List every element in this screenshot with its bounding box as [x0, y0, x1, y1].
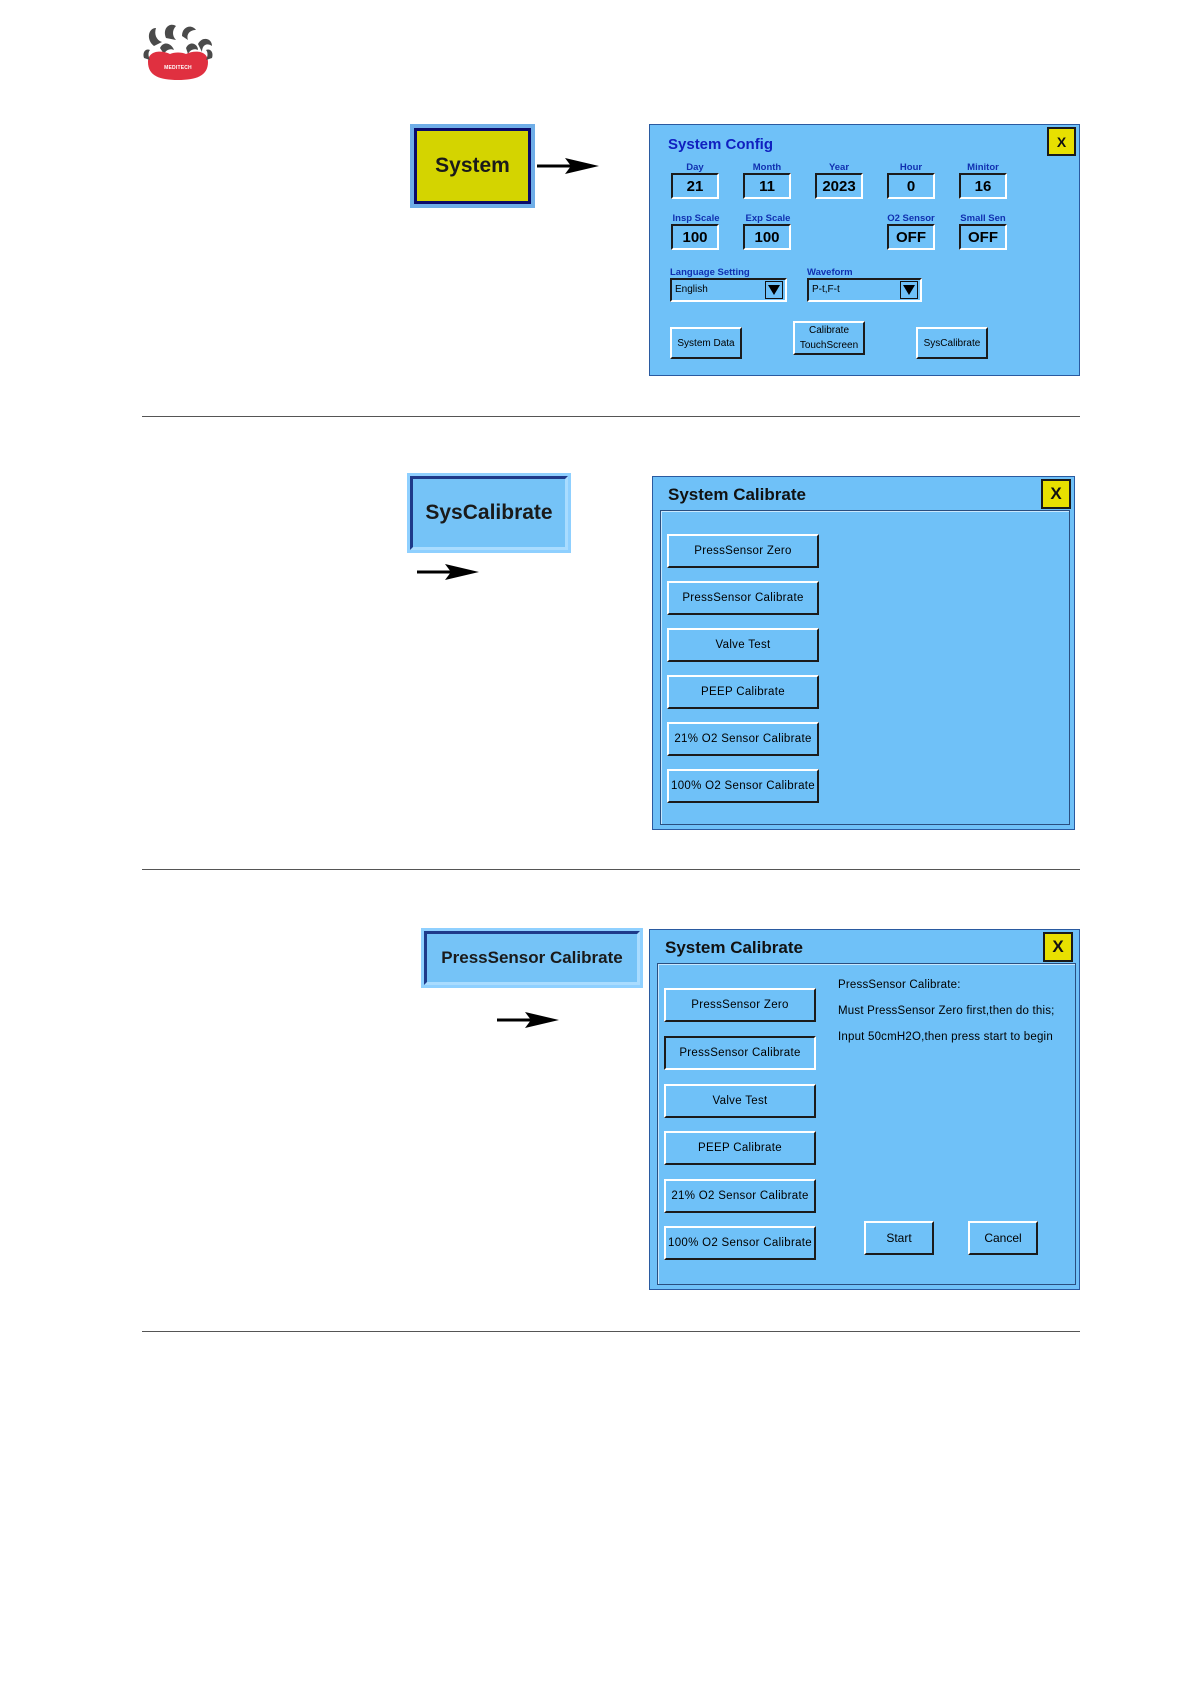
divider: [142, 1331, 1080, 1332]
small-sen-label: Small Sen: [960, 213, 1006, 224]
cancel-button[interactable]: Cancel: [968, 1221, 1038, 1255]
press-sensor-calibrate-button[interactable]: PressSensor Calibrate: [667, 581, 819, 615]
syscalibrate-button[interactable]: SysCalibrate: [916, 327, 988, 359]
small-sen-toggle[interactable]: OFF: [959, 224, 1007, 250]
syscalibrate-trigger-button[interactable]: SysCalibrate: [410, 476, 568, 550]
waveform-dropdown[interactable]: [807, 278, 922, 302]
insp-scale-label: Insp Scale: [672, 213, 720, 224]
o2-100-calibrate-button[interactable]: 100% O2 Sensor Calibrate: [667, 769, 819, 803]
instruction-line-1: PressSensor Calibrate:: [838, 979, 961, 991]
right-arrow-icon: [497, 1010, 559, 1030]
waveform-label: Waveform: [807, 267, 853, 278]
panel-title: System Calibrate: [668, 485, 806, 504]
valve-test-button[interactable]: Valve Test: [667, 628, 819, 662]
logo-brand-text: MEDITECH: [164, 65, 192, 71]
exp-scale-label: Exp Scale: [745, 213, 791, 224]
system-config-panel: [649, 124, 1080, 376]
minute-label: Minitor: [967, 162, 999, 173]
paw-logo-icon: [140, 22, 216, 84]
system-calibrate-detail-panel: [649, 929, 1080, 1290]
peep-calibrate-button[interactable]: PEEP Calibrate: [667, 675, 819, 709]
start-button[interactable]: Start: [864, 1221, 934, 1255]
minute-field[interactable]: 16: [959, 173, 1007, 199]
calibrate-touchscreen-button[interactable]: [793, 321, 865, 355]
o2-sensor-label: O2 Sensor: [887, 213, 935, 224]
right-arrow-icon: [417, 562, 479, 582]
system-button[interactable]: [410, 124, 535, 208]
divider: [142, 869, 1080, 870]
day-label: Day: [686, 162, 704, 173]
divider: [142, 416, 1080, 417]
press-sensor-zero-button[interactable]: PressSensor Zero: [667, 534, 819, 568]
year-field[interactable]: 2023: [815, 173, 863, 199]
chevron-down-icon[interactable]: [765, 281, 783, 299]
right-arrow-icon: [537, 156, 599, 176]
month-field[interactable]: 11: [743, 173, 791, 199]
close-button[interactable]: X: [1047, 127, 1076, 156]
meditech-logo: [140, 22, 216, 84]
day-field[interactable]: 21: [671, 173, 719, 199]
hour-field[interactable]: 0: [887, 173, 935, 199]
language-dropdown[interactable]: [670, 278, 787, 302]
system-button-label: System: [414, 128, 531, 204]
close-button[interactable]: X: [1041, 479, 1071, 509]
instruction-line-2: Must PressSensor Zero first,then do this;: [838, 1005, 1055, 1017]
o2-21-calibrate-button[interactable]: 21% O2 Sensor Calibrate: [667, 722, 819, 756]
close-button[interactable]: X: [1043, 932, 1073, 962]
calibrate-line2: TouchScreen: [799, 340, 859, 351]
month-label: Month: [752, 162, 782, 173]
o2-sensor-toggle[interactable]: OFF: [887, 224, 935, 250]
panel-title: System Config: [668, 136, 774, 153]
system-calibrate-panel: [652, 476, 1075, 830]
calibrate-line1: Calibrate: [808, 325, 850, 336]
o2-100-calibrate-button[interactable]: 100% O2 Sensor Calibrate: [664, 1226, 816, 1260]
year-label: Year: [828, 162, 850, 173]
peep-calibrate-button[interactable]: PEEP Calibrate: [664, 1131, 816, 1165]
panel-title: System Calibrate: [665, 938, 803, 957]
hour-label: Hour: [899, 162, 923, 173]
press-sensor-zero-button[interactable]: PressSensor Zero: [664, 988, 816, 1022]
press-sensor-calibrate-trigger-button[interactable]: PressSensor Calibrate: [424, 931, 640, 985]
o2-21-calibrate-button[interactable]: 21% O2 Sensor Calibrate: [664, 1179, 816, 1213]
waveform-value: P-t,F-t: [812, 284, 840, 295]
chevron-down-icon[interactable]: [900, 281, 918, 299]
system-data-button[interactable]: System Data: [670, 327, 742, 359]
press-sensor-calibrate-button[interactable]: PressSensor Calibrate: [664, 1036, 816, 1070]
language-label: Language Setting: [670, 267, 750, 278]
valve-test-button[interactable]: Valve Test: [664, 1084, 816, 1118]
exp-scale-field[interactable]: 100: [743, 224, 791, 250]
insp-scale-field[interactable]: 100: [671, 224, 719, 250]
language-value: English: [675, 284, 708, 295]
instruction-line-3: Input 50cmH2O,then press start to begin: [838, 1031, 1053, 1043]
